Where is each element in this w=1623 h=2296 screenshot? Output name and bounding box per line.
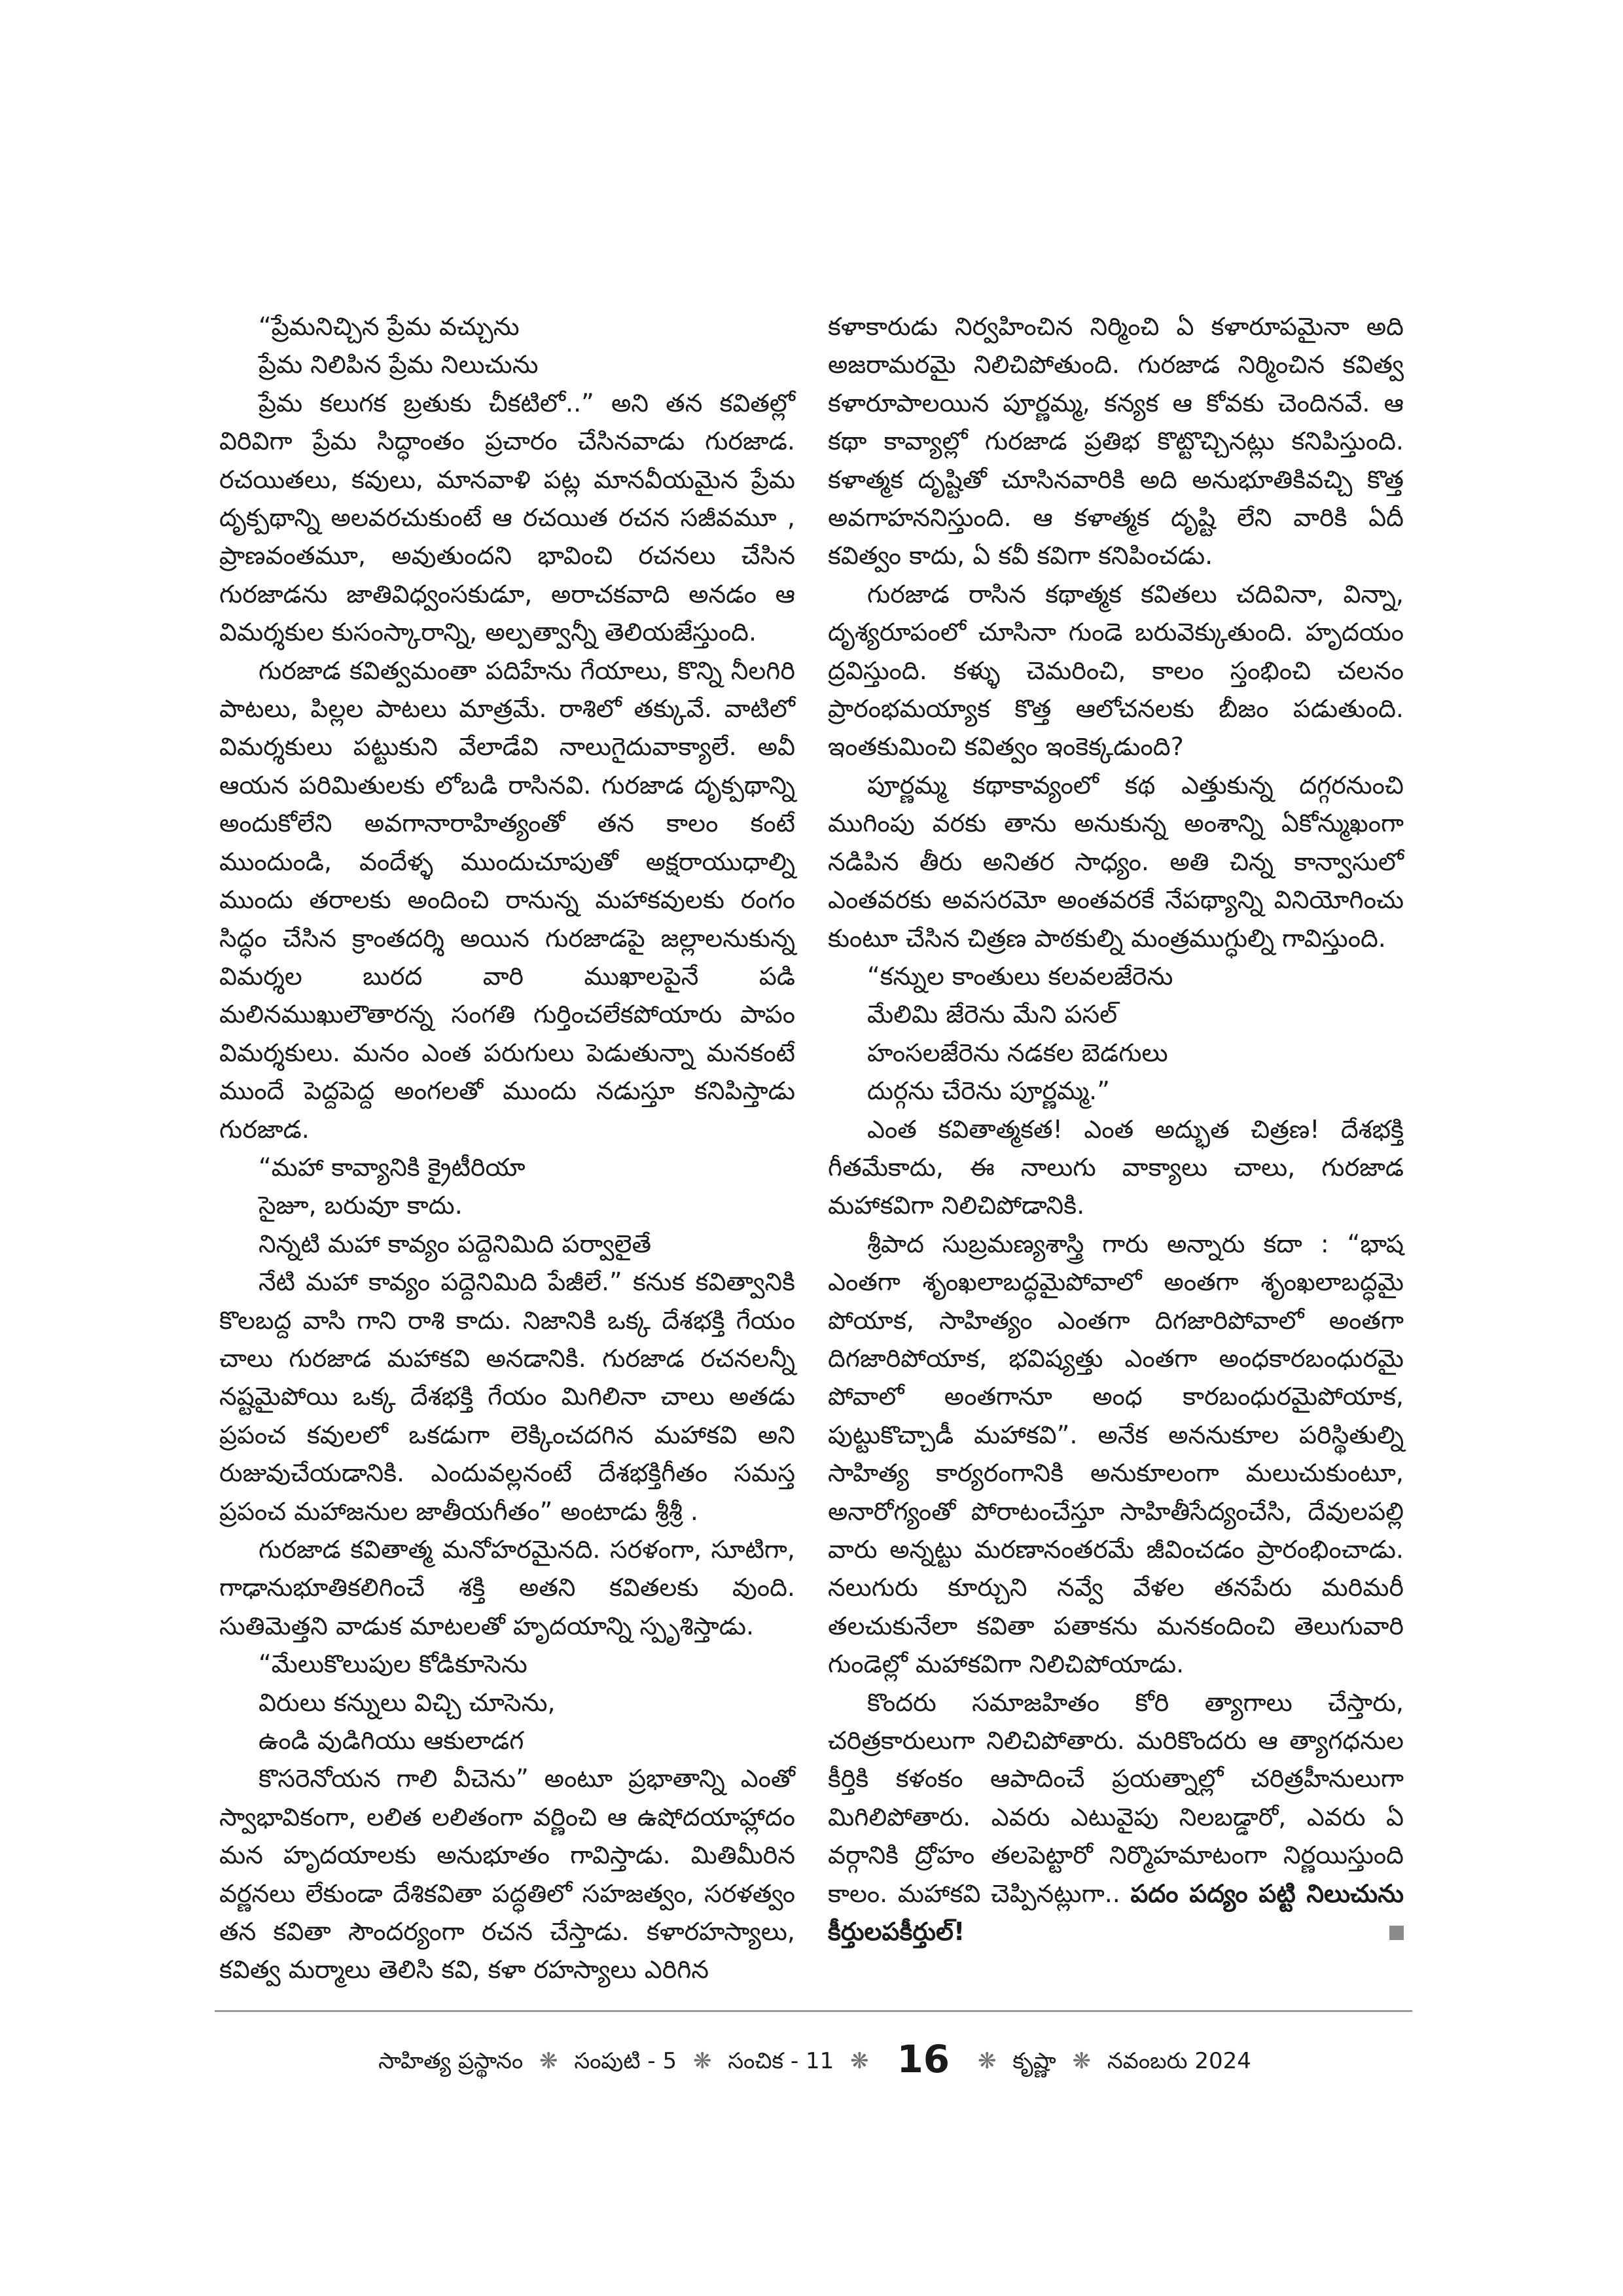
verse-line: మేలిమి జేరెను మేని పసల్: [867, 1000, 1118, 1029]
closing-text: కొందరు సమాజహితం కోరి త్యాగాలు చేస్తారు, చరిత్రకారులుగా నిలిచిపోతారు. మరికొందరు ఆ త్యాగధనుల కీర్తికి కళంకం ఆపాదించే ప్రయత్నాల్లో చరిత్రహీనులుగా మిగిలిపోతారు. ఎవరు ఎటువైపు నిలబడ్డారో, ఎవరు ఏ వర్గానికి ద్రోహం తలపెట్టారో నిర్మొహమాటంగా నిర్ణయిస్తుంది కాలం. మహాకవి చెప్పినట్లుగా..: [828, 1687, 1404, 1908]
end-of-article-square-icon: [1389, 1926, 1404, 1940]
closing-paragraph: [828, 1684, 1404, 1951]
separator-icon: ❋: [850, 2048, 869, 2074]
verse-line: “మహా కావ్యానికి క్రైటీరియా: [259, 1152, 526, 1182]
verse-line: “కన్నుల కాంతులు కలవలజేరెను: [867, 961, 1173, 991]
verse-line: ప్రేమ నిలిపిన ప్రేమ నిలుచును: [259, 350, 539, 380]
left-column: [219, 308, 795, 1989]
verse-line: విరులు కన్నులు విచ్చి చూసెను,: [259, 1687, 556, 1717]
paragraph: కళాకారుడు నిర్వహించిన నిర్మించి ఏ కళారూపమైనా అది అజరామరమై నిలిచిపోతుంది. గురజాడ నిర్మించిన కవిత్వ కళారూపాలయిన పూర్ణమ్మ, కన్యక ఆ కోవకు చెందినవే. ఆ కథా కావ్యాల్లో గురజాడ ప్రతిభ కొట్టొచ్చినట్లు కనిపిస్తుంది. కళాత్మక దృష్టితో చూసినవారికి అది అనుభూతికివచ్చి కొత్త అవగాహననిస్తుంది. ఆ కళాత్మక దృష్టి లేని వారికి ఏదీ కవిత్వం కాదు, ఏ కవీ కవిగా కనిపించడు.: [828, 312, 1404, 571]
separator-icon: ❋: [1072, 2048, 1091, 2074]
closing-quote: పదం పద్యం పట్టి నిలుచును కీర్తులపకీర్తుల్!: [828, 1879, 1404, 1947]
issue-label: సంచిక - 11: [728, 2048, 834, 2074]
volume-label: సంపుటి - 5: [574, 2048, 677, 2074]
verse-block: [828, 957, 1404, 1110]
issue-date: నవంబరు 2024: [1107, 2048, 1251, 2074]
verse-line: నిన్నటి మహా కావ్యం పద్దెనిమిది పర్వాలైతే: [259, 1229, 652, 1258]
separator-icon: ❋: [539, 2048, 558, 2074]
verse-block: [219, 308, 795, 384]
verse-line: హంసలజేరెను నడకల బెడగులు: [867, 1038, 1168, 1067]
verse-line: సైజూ, బరువూ కాదు.: [259, 1191, 463, 1220]
verse-line: “ప్రేమనిచ్చిన ప్రేమ వచ్చును: [259, 312, 520, 341]
separator-icon: ❋: [977, 2048, 997, 2074]
verse-line: దుర్గను చేరెను పూర్ణమ్మ.”: [867, 1076, 1110, 1106]
paragraph: గురజాడ కవిత్వమంతా పదిహేను గేయాలు, కొన్ని నీలగిరి పాటలు, పిల్లల పాటలు మాత్రమే. రాశిలో తక్కువే. వాటిలో విమర్శకులు పట్టుకుని వేలాడేవి నాలుగైదువాక్యాలే. అవీ ఆయన పరిమితులకు లోబడి రాసినవి. గురజాడ దృక్పథాన్ని అందుకోలేని అవగానారాహిత్యంతో తన కాలం కంటే ముందుండి, వందేళ్ళ ముందుచూపుతో అక్షరాయుధాల్ని ముందు తరాలకు అందించి రానున్న మహాకవులకు రంగం సిద్ధం చేసిన క్రాంతదర్శి అయిన గురజాడపై జల్లాలనుకున్న విమర్శల బురద వారి ముఖాలపైనే పడి మలినముఖులౌతారన్న సంగతి గుర్తించలేకపోయారు పాపం విమర్శకులు. మనం ఎంత పరుగులు పెడుతున్నా మనకంటే ముందే పెద్దపెద్ద అంగలతో ముందు నడుస్తూ కనిపిస్తాడు గురజాడ.: [219, 656, 795, 1144]
verse-block: [219, 1148, 795, 1263]
paragraph: గురజాడ కవితాత్మ మనోహరమైనది. సరళంగా, సూటిగా, గాఢానుభూతికలిగించే శక్తి అతని కవితలకు వుంది. సుతిమెత్తని వాడుక మాటలతో హృదయాన్ని స్పృశిస్తాడు.: [219, 1535, 795, 1640]
paragraph: గురజాడ రాసిన కథాత్మక కవితలు చదివినా, విన్నా, దృశ్యరూపంలో చూసినా గుండె బరువెక్కుతుంది. హృదయం ద్రవిస్తుంది. కళ్ళు చెమరించి, కాలం స్తంభించి చలనం ప్రారంభమయ్యాక కొత్త ఆలోచనలకు బీజం పడుతుంది. ఇంతకుమించి కవిత్వం ఇంకెక్కడుంది?: [828, 579, 1404, 762]
paragraph: పూర్ణమ్మ కథాకావ్యంలో కథ ఎత్తుకున్న దగ్గరనుంచి ముగింపు వరకు తాను అనుకున్న అంశాన్ని ఏకోన్ముఖంగా నడిపిన తీరు అనితర సాధ్యం. అతి చిన్న కాన్వాసులో ఎంతవరకు అవసరమో అంతవరకే నేపథ్యాన్ని వినియోగించు కుంటూ చేసిన చిత్రణ పాఠకుల్ని మంత్రముగ్ధుల్ని గావిస్తుంది.: [828, 770, 1404, 953]
magazine-name: సాహిత్య ప్రస్థానం: [378, 2048, 524, 2074]
page-footer: [216, 2036, 1414, 2084]
right-column: [828, 308, 1404, 1951]
verse-line: “మేలుకొలుపుల కోడికూసెను: [259, 1650, 527, 1679]
page-number: 16: [897, 2037, 950, 2081]
paragraph: ప్రేమ కలుగక బ్రతుకు చీకటిలో..” అని తన కవితల్లో విరివిగా ప్రేమ సిద్ధాంతం ప్రచారం చేసినవాడు గురజాడ. రచయితలు, కవులు, మానవాళి పట్ల మానవీయమైన ప్రేమ దృక్పథాన్ని అలవరచుకుంటే ఆ రచయిత రచన సజీవమూ , ప్రాణవంతమూ, అవుతుందని భావించి రచనలు చేసిన గురజాడను జాతివిధ్వంసకుడూ, అరాచకవాది అనడం ఆ విమర్శకుల కుసంస్కారాన్ని, అల్పత్వాన్నీ తెలియజేస్తుంది.: [219, 388, 795, 647]
separator-icon: ❋: [692, 2048, 712, 2074]
paragraph: కొసరెనోయన గాలి వీచెను” అంటూ ప్రభాతాన్ని ఎంతో స్వాభావికంగా, లలిత లలితంగా వర్ణించి ఆ ఉషోదయాహ్లాదం మన హృదయాలకు అనుభూతం గావిస్తాడు. మితిమీరిన వర్ణనలు లేకుండా దేశికవితా పద్ధతిలో సహజత్వం, సరళత్వం తన కవితా సౌందర్యంగా రచన చేస్తాడు. కళారహస్యాలు, కవిత్వ మర్మాలు తెలిసి కవి, కళా రహస్యాలు ఎరిగిన: [219, 1764, 795, 1985]
paragraph: ఎంత కవితాత్మకత! ఎంత అద్భుత చిత్రణ! దేశభక్తి గీతమేకాదు, ఈ నాలుగు వాక్యాలు చాలు, గురజాడ మహాకవిగా నిలిచిపోడానికి.: [828, 1114, 1404, 1220]
paragraph: శ్రీపాద సుబ్రమణ్యశాస్త్రి గారు అన్నారు కదా : “భాష ఎంతగా శృంఖలాబద్ధమైపోవాలో అంతగా శృంఖలాబద్ధమై పోయాక, సాహిత్యం ఎంతగా దిగజారిపోవాలో అంతగా దిగజారిపోయాక, భవిష్యత్తు ఎంతగా అంధకారబంధురమై పోవాలో అంతగానూ అంధ కారబంధురమైపోయాక, పుట్టుకొచ్చాడీ మహాకవి”. అనేక అననుకూల పరిస్థితుల్ని సాహిత్య కార్యరంగానికి అనుకూలంగా మలుచుకుంటూ, అనారోగ్యంతో పోరాటంచేస్తూ సాహితీసేద్యంచేసి, దేవులపల్లి వారు అన్నట్టు మరణానంతరమే జీవించడం ప్రారంభించాడు. నలుగురు కూర్చుని నవ్వే వేళల తనపేరు మరిమరీ తలచుకునేలా కవితా పతాకను మనకందించి తెలుగువారి గుండెల్లో మహాకవిగా నిలిచిపోయాడు.: [828, 1229, 1404, 1679]
footer-divider: [215, 2010, 1412, 2012]
paragraph: నేటి మహా కావ్యం పద్దెనిమిది పేజీలే.” కనుక కవిత్వానికి కొలబద్ద వాసి గాని రాశి కాదు. నిజానికి ఒక్క దేశభక్తి గేయం చాలు గురజాడ మహాకవి అనడానికి. గురజాడ రచనలన్నీ నష్టమైపోయి ఒక్క దేశభక్తి గేయం మిగిలినా చాలు అతడు ప్రపంచ కవులలో ఒకడుగా లెక్కించదగిన మహాకవి అని రుజువుచేయడానికి. ఎందువల్లనంటే దేశభక్తిగీతం సమస్త ప్రపంచ మహాజనుల జాతీయగీతం” అంటాడు శ్రీశ్రీ .: [219, 1267, 795, 1526]
verse-block: [219, 1645, 795, 1759]
city-label: కృష్ణా: [1012, 2048, 1056, 2074]
verse-line: ఉండి వుడిగియు ఆకులాడగ: [259, 1726, 524, 1756]
